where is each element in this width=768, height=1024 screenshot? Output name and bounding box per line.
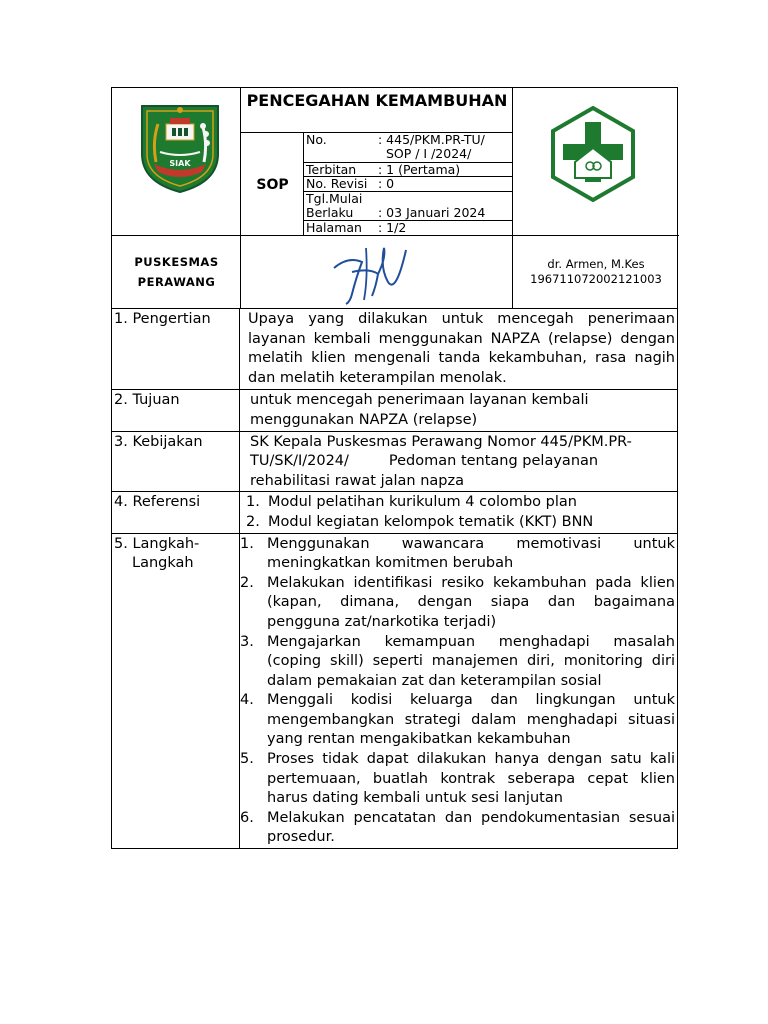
meta-key: Terbitan [306,162,357,177]
org-line-1: PUSKESMAS [134,255,219,269]
meta-key: No. Revisi [306,176,368,191]
item-number: 5. [240,751,254,768]
item-text: Proses tidak dapat dilakukan hanya dengan satu kali pertemuaan, buatlah kontrak seberapa cepat klien harus dating kembali untuk sesi lanjutan [267,751,675,807]
referensi-list [246,493,675,532]
section-kebijakan [112,432,677,493]
section-content [240,492,677,532]
list-item [240,633,675,692]
meta-key: No. [306,132,327,147]
item-text: Menggali kodisi keluarga dan lingkungan untuk mengembangkan strategi dalam menghadapi situasi yang rentan mengakibatkan kekambuhan [267,692,675,748]
signer-nip: 196711072002121003 [530,272,662,286]
kebijakan-pedoman: Pedoman tentang pelayanan [388,453,599,470]
label-line-2: Langkah [132,555,194,572]
signature-image [322,238,432,306]
meta-value: : 03 Januari 2024 [378,205,486,220]
signer-name: dr. Armen, M.Kes [547,257,645,271]
section-label: 1. Pengertian [112,309,240,389]
regency-emblem-logo [136,102,224,194]
item-text: Menggunakan wawancara memotivasi untuk meningkatkan komitmen berubah [267,535,675,572]
label-line-1: 5. Langkah- [114,535,200,552]
section-label: 3. Kebijakan [112,432,240,492]
list-item [246,493,675,513]
organization-name [112,236,241,308]
meta-value: : 445/PKM.PR-TU/ SOP / I /2024/ [378,132,485,161]
section-label: 4. Referensi [112,492,240,532]
item-number: 2. [246,513,260,530]
signer-block [513,236,679,308]
section-label: 2. Tujuan [112,390,240,430]
item-number: 3. [240,633,254,650]
document-title: PENCEGAHAN KEMAMBUHAN [246,91,508,110]
section-content [240,534,677,849]
meta-key: Tgl.Mulai Berlaku [306,191,363,220]
meta-key: Halaman [306,220,362,235]
item-text: Modul pelatihan kurikulum 4 colombo plan [268,494,577,511]
list-item [240,750,675,809]
kebijakan-sk-number: TU/SK/I/2024/ [250,453,349,470]
sop-label: SOP [256,176,289,193]
item-text: Melakukan pencatatan dan pendokumentasian sesuai prosedur. [267,809,675,846]
sop-header [112,88,677,309]
emblem-ribbon-text: SIAK [169,159,191,168]
sop-document [111,87,678,849]
item-number: 4. [240,692,254,709]
meta-row-no [304,133,513,163]
item-text: Melakukan identifikasi resiko kekambuhan pada klien (kapan, dimana, dengan siapa dan bagaimana pengguna zat/narkotika terjadi) [267,574,675,630]
item-text: Modul kegiatan kelompok tematik (KKT) BNN [268,513,594,530]
list-item [246,513,675,533]
list-item [240,535,675,574]
item-number: 1. [246,494,260,511]
kebijakan-line-2 [250,452,675,472]
item-number: 1. [240,535,254,552]
kebijakan-line-1: SK Kepala Puskesmas Perawang Nomor 445/PKM.PR- [250,433,632,450]
section-content [240,432,677,492]
puskesmas-logo [549,106,637,202]
section-langkah [112,534,677,849]
org-line-2: PERAWANG [137,275,216,289]
item-number: 2. [240,574,254,591]
list-item [240,809,675,848]
section-pengertian [112,309,677,390]
item-text: Mengajarkan kemampuan menghadapi masalah (coping skill) seperti manajemen diri, monitoring diri dalam pemakaian zat dan keterampilan sosial [267,633,675,689]
list-item [240,691,675,750]
item-number: 6. [240,809,254,826]
section-label [112,534,240,849]
kebijakan-line-3: rehabilitasi rawat jalan napza [250,472,464,489]
section-referensi [112,492,677,533]
section-tujuan [112,390,677,431]
meta-value: : 1 (Pertama) [378,162,461,177]
meta-value: : 1/2 [378,220,407,235]
section-content: untuk mencegah penerimaan layanan kembali menggunakan NAPZA (relapse) [250,392,589,428]
section-content: Upaya yang dilakukan untuk mencegah penerimaan layanan kembali menggunakan NAPZA (relapse) dengan melatih klien mengenali tanda kekambuhan, rasa nagih dan melatih keterampilan menolak. [248,311,675,386]
list-item [240,574,675,633]
langkah-list [240,535,675,849]
meta-value: : 0 [378,176,395,191]
